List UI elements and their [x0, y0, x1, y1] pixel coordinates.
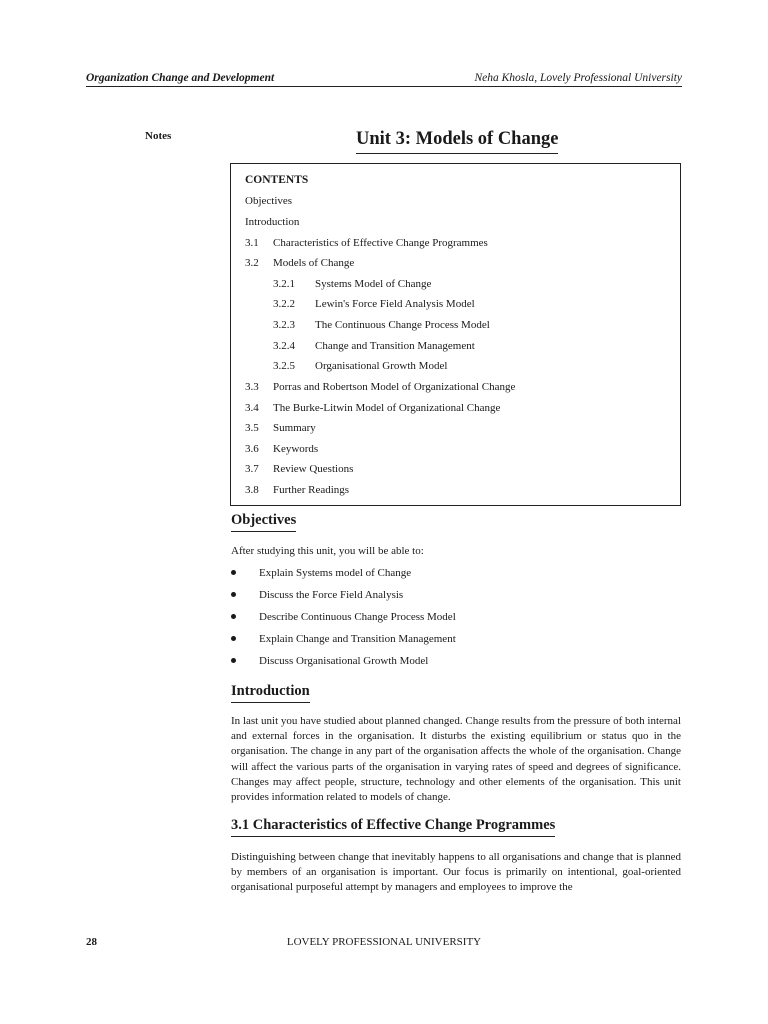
objective-text: Discuss Organisational Growth Model	[259, 655, 429, 667]
toc-item-label: Further Readings	[273, 484, 350, 496]
toc-item-number: 3.1	[245, 237, 259, 249]
objective-item	[231, 633, 456, 645]
toc-item-number: 3.2.2	[273, 298, 295, 310]
toc-item-label: The Burke-Litwin Model of Organizational Change	[273, 402, 501, 414]
section-3-1-heading: 3.1 Characteristics of Effective Change Programmes	[231, 817, 555, 837]
section-3-1-paragraph: Distinguishing between change that inevitably happens to all organisations and change that is planned by members of an organisation is important. Our focus is primarily on intentional, goal-oriented organisational purposeful attempt by managers and employees to improve the	[231, 851, 681, 894]
toc-item-label: Characteristics of Effective Change Programmes	[273, 237, 488, 249]
toc-item-label: The Continuous Change Process Model	[315, 319, 490, 331]
objectives-heading: Objectives	[231, 512, 296, 532]
toc-item-number: 3.8	[245, 484, 259, 496]
page-number: 28	[86, 936, 97, 948]
unit-title: Unit 3: Models of Change	[356, 128, 558, 154]
objective-text: Discuss the Force Field Analysis	[259, 589, 404, 601]
toc-item	[245, 443, 318, 455]
toc-item	[245, 237, 488, 249]
toc-item	[245, 402, 500, 414]
toc-item-label: Lewin's Force Field Analysis Model	[315, 298, 475, 310]
toc-item-number: 3.2	[245, 257, 259, 269]
toc-item	[245, 484, 349, 496]
toc-item-label: Organisational Growth Model	[315, 360, 448, 372]
toc-item-number: 3.4	[245, 402, 259, 414]
contents-heading: CONTENTS	[245, 174, 309, 186]
toc-subitem	[273, 319, 490, 331]
toc-item-label: Introduction	[245, 216, 300, 228]
bullet-icon	[231, 570, 236, 575]
bullet-icon	[231, 658, 236, 663]
header-divider	[86, 86, 682, 87]
objective-item	[231, 611, 456, 623]
bullet-icon	[231, 636, 236, 641]
objective-item	[231, 589, 403, 601]
toc-item-label: Summary	[273, 422, 316, 434]
toc-item-label: Change and Transition Management	[315, 340, 475, 352]
footer-university: LOVELY PROFESSIONAL UNIVERSITY	[286, 936, 482, 948]
author-line: Neha Khosla, Lovely Professional University	[474, 72, 682, 84]
toc-item-number: 3.2.4	[273, 340, 295, 352]
toc-item-label: Objectives	[245, 195, 293, 207]
notes-label: Notes	[145, 130, 172, 142]
introduction-paragraph: In last unit you have studied about planned changed. Change results from the pressure of both internal and external forces in the organisation. It disturbs the existing equilibrium or status quo in the organisation. The change in any part of the organisation affects the whole of the organisation. Change will affect the various parts of the organisation in varying rates of speed and degrees of significance. Changes may affect people, structure, technology and other elements of the organisation. This unit provides information related to models of change.	[231, 715, 681, 804]
toc-item-number: 3.3	[245, 381, 259, 393]
contents-box	[230, 163, 681, 506]
objectives-lead: After studying this unit, you will be able to:	[231, 545, 424, 557]
toc-item-number: 3.2.3	[273, 319, 295, 331]
toc-item	[245, 216, 299, 228]
objective-item	[231, 655, 428, 667]
toc-item-label: Models of Change	[273, 257, 355, 269]
toc-item-number: 3.7	[245, 463, 259, 475]
toc-item	[245, 381, 515, 393]
toc-item-label: Systems Model of Change	[315, 278, 432, 290]
toc-subitem	[273, 278, 431, 290]
toc-item	[245, 195, 292, 207]
toc-item-label: Review Questions	[273, 463, 354, 475]
toc-item-number: 3.5	[245, 422, 259, 434]
toc-item-label: Porras and Robertson Model of Organizational Change	[273, 381, 516, 393]
toc-subitem	[273, 298, 475, 310]
objective-text: Explain Systems model of Change	[259, 567, 412, 579]
toc-subitem	[273, 360, 447, 372]
toc-item	[245, 422, 316, 434]
toc-item	[245, 257, 354, 269]
introduction-heading: Introduction	[231, 683, 310, 703]
objective-text: Explain Change and Transition Management	[259, 633, 456, 645]
objective-text: Describe Continuous Change Process Model	[259, 611, 456, 623]
course-title: Organization Change and Development	[86, 72, 275, 84]
toc-item	[245, 463, 353, 475]
bullet-icon	[231, 614, 236, 619]
toc-item-label: Keywords	[273, 443, 319, 455]
toc-item-number: 3.2.5	[273, 360, 295, 372]
toc-item-number: 3.6	[245, 443, 259, 455]
bullet-icon	[231, 592, 236, 597]
toc-subitem	[273, 340, 475, 352]
toc-item-number: 3.2.1	[273, 278, 295, 290]
objective-item	[231, 567, 411, 579]
